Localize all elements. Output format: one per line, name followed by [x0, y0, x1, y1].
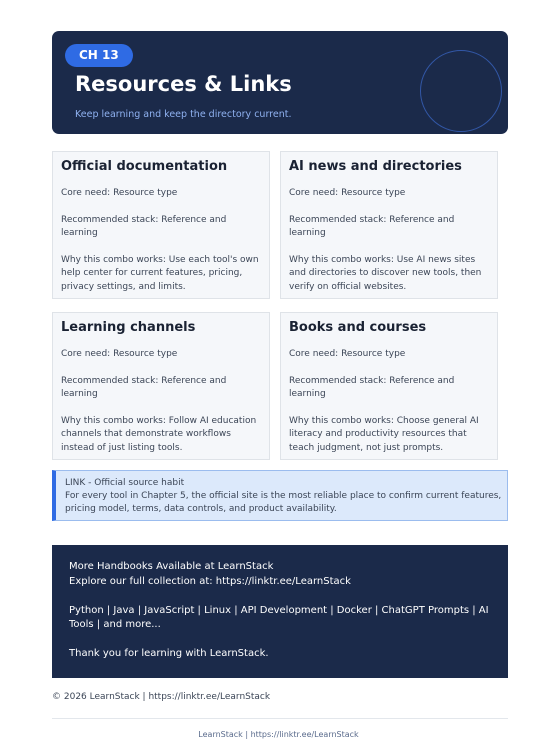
card-core-need: Core need: Resource type — [289, 349, 406, 359]
chapter-badge: CH 13 — [65, 44, 133, 67]
card-books-courses — [280, 312, 498, 460]
card-ai-news-directories — [280, 151, 498, 299]
promo-topics: Python | Java | JavaScript | Linux | API Development | Docker | ChatGPT Prompts | AI Tools | and more... — [69, 604, 489, 630]
card-why: Why this combo works: Use AI news sites and directories to discover new tools, then verify on official websites. — [289, 254, 482, 292]
callout-label: LINK - Official source habit — [65, 478, 185, 488]
copyright-notice: © 2026 LearnStack | https://linktr.ee/LearnStack — [52, 692, 271, 702]
card-title: AI news and directories — [289, 159, 462, 174]
promo-heading: More Handbooks Available at LearnStack — [69, 561, 274, 572]
footer-divider — [52, 718, 508, 719]
page-footer: LearnStack | https://linktr.ee/LearnStack — [198, 730, 359, 739]
page-subtitle: Keep learning and keep the directory current. — [75, 109, 292, 120]
card-stack: Recommended stack: Reference and learning — [61, 214, 227, 238]
card-core-need: Core need: Resource type — [61, 349, 178, 359]
card-learning-channels — [52, 312, 270, 460]
link-callout — [52, 470, 508, 521]
card-title: Books and courses — [289, 320, 427, 335]
card-title: Learning channels — [61, 320, 196, 335]
card-core-need: Core need: Resource type — [61, 188, 178, 198]
card-why: Why this combo works: Follow AI education channels that demonstrate workflows instead of just listing tools. — [61, 415, 257, 453]
promo-link-line: Explore our full collection at: https://linktr.ee/LearnStack — [69, 575, 351, 587]
card-official-documentation — [52, 151, 270, 299]
decorative-circle — [420, 50, 502, 132]
promo-panel — [52, 545, 508, 678]
card-core-need: Core need: Resource type — [289, 188, 406, 198]
card-why: Why this combo works: Choose general AI literacy and productivity resources that teach judgment, not just prompts. — [289, 415, 479, 453]
card-stack: Recommended stack: Reference and learning — [61, 375, 227, 399]
card-stack: Recommended stack: Reference and learning — [289, 214, 455, 238]
callout-text: For every tool in Chapter 5, the official site is the most reliable place to confirm current features, pricing model, terms, data controls, and product availability. — [65, 491, 502, 514]
card-stack: Recommended stack: Reference and learning — [289, 375, 455, 399]
chapter-header — [52, 31, 508, 134]
page-title: Resources & Links — [75, 72, 292, 96]
card-title: Official documentation — [61, 159, 228, 174]
promo-thanks: Thank you for learning with LearnStack. — [69, 648, 269, 659]
card-why: Why this combo works: Use each tool's own help center for current features, pricing, privacy settings, and limits. — [61, 254, 259, 292]
